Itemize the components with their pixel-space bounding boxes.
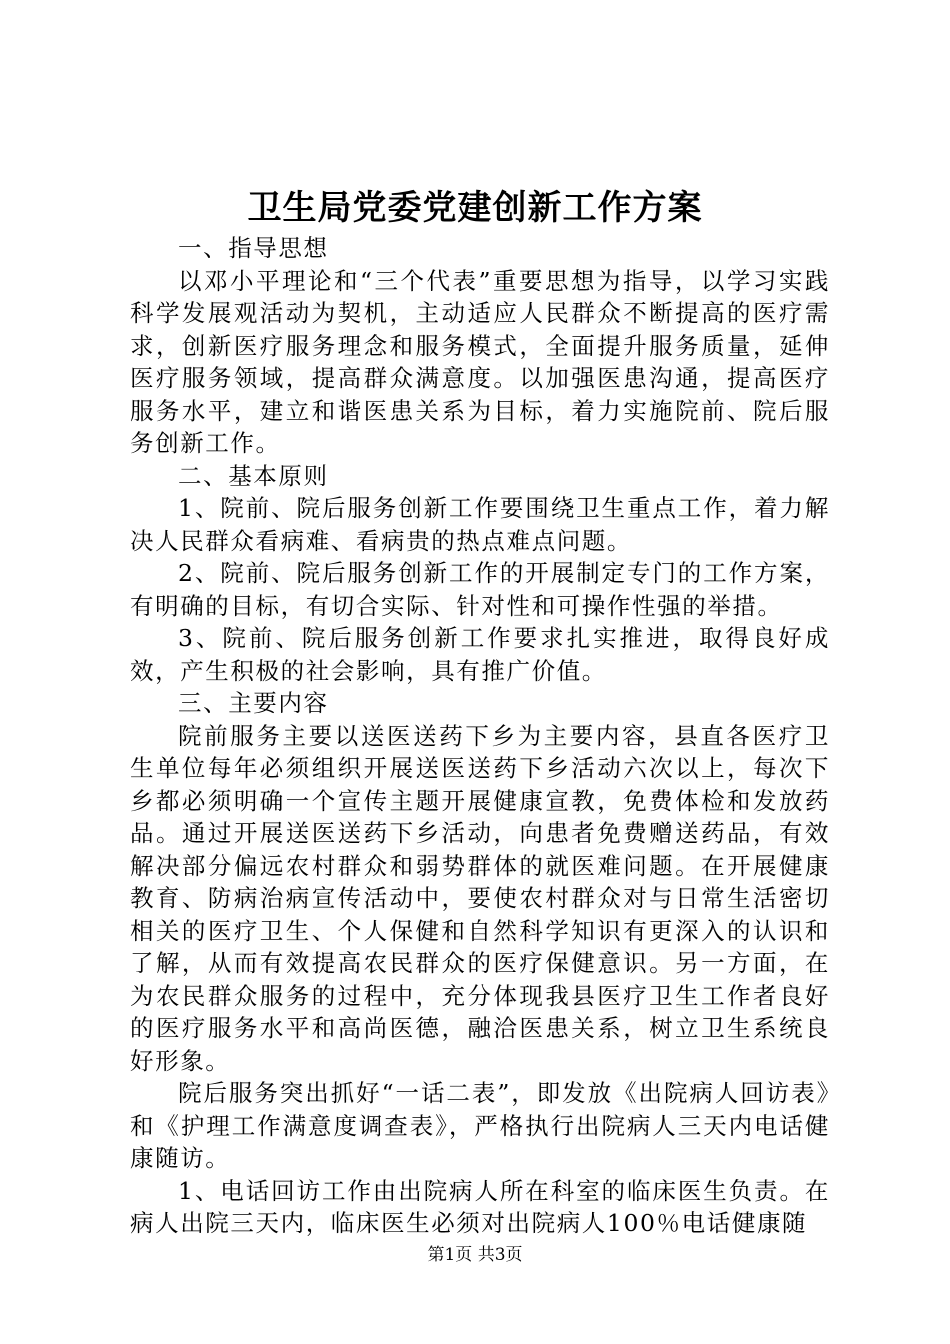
- paragraph-principle-3: 3、院前、院后服务创新工作要求扎实推进，取得良好成效，产生积极的社会影响，具有推广价值。: [130, 624, 830, 685]
- section-heading-guiding-ideology: 一、指导思想: [178, 234, 329, 262]
- page-number-label: 第1页 共3页: [427, 1245, 523, 1265]
- paragraph-post-hospital-service: 院后服务突出抓好“一话二表”，即发放《出院病人回访表》和《护理工作满意度调查表》，严格执行出院病人三天内电话健康随访。: [130, 1079, 830, 1172]
- page-footer: [0, 1244, 950, 1266]
- paragraph-phone-followup: 1、电话回访工作由出院病人所在科室的临床医生负责。在病人出院三天内，临床医生必须对出院病人100％电话健康随: [130, 1176, 830, 1237]
- paragraph-guiding-ideology: 以邓小平理论和“三个代表”重要思想为指导，以学习实践科学发展观活动为契机，主动适应人民群众不断提高的医疗需求，创新医疗服务理念和服务模式，全面提升服务质量，延伸医疗服务领域，提高群众满意度。以加强医患沟通，提高医疗服务水平，建立和谐医患关系为目标，着力实施院前、院后服务创新工作。: [130, 266, 830, 457]
- document-title: 卫生局党委党建创新工作方案: [247, 188, 703, 228]
- paragraph-pre-hospital-service: 院前服务主要以送医送药下乡为主要内容，县直各医疗卫生单位每年必须组织开展送医送药下乡活动六次以上，每次下乡都必须明确一个宣传主题开展健康宣教，免费体检和发放药品。通过开展送医送药下乡活动，向患者免费赠送药品，有效解决部分偏远农村群众和弱势群体的就医难问题。在开展健康教育、防病治病宣传活动中，要使农村群众对与日常生活密切相关的医疗卫生、个人保健和自然科学知识有更深入的认识和了解，从而有效提高农民群众的医疗保健意识。另一方面，在为农民群众服务的过程中，充分体现我县医疗卫生工作者良好的医疗服务水平和高尚医德，融洽医患关系，树立卫生系统良好形象。: [130, 721, 830, 1075]
- section-heading-basic-principles: 二、基本原则: [178, 461, 329, 490]
- paragraph-principle-1: 1、院前、院后服务创新工作要围绕卫生重点工作，着力解决人民群众看病难、看病贵的热点难点问题。: [130, 494, 830, 555]
- document-body: [130, 232, 830, 1240]
- section-heading-main-content: 三、主要内容: [178, 689, 329, 717]
- paragraph-principle-2: 2、院前、院后服务创新工作的开展制定专门的工作方案，有明确的目标，有切合实际、针对性和可操作性强的举措。: [130, 559, 830, 620]
